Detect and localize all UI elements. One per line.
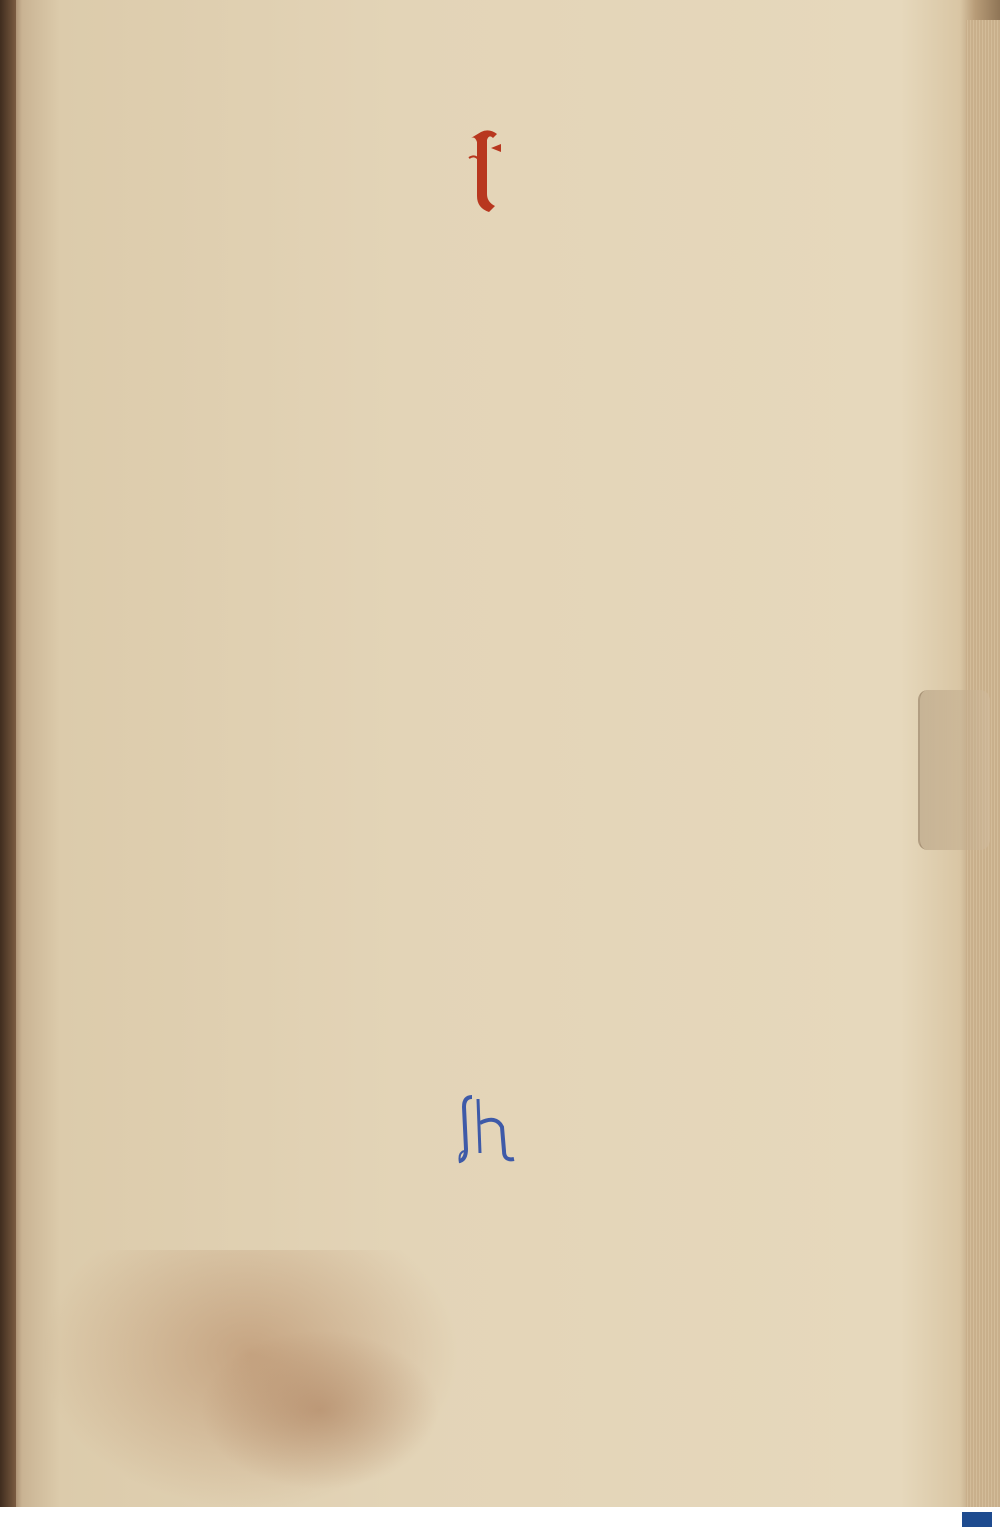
water-stain-2 xyxy=(200,1330,440,1490)
dfg-logo xyxy=(962,1512,992,1527)
initial-letter-h xyxy=(458,1093,528,1165)
page-clip xyxy=(918,690,990,850)
binding-gutter xyxy=(0,0,16,1507)
initial-letter-i xyxy=(467,128,507,214)
digitization-footer xyxy=(0,1507,1000,1533)
